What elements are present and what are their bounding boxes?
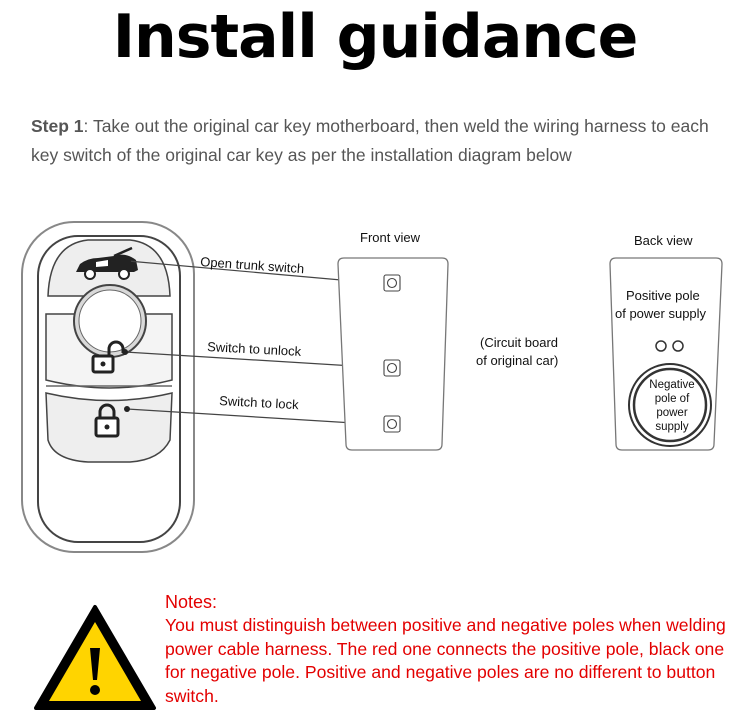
label-lock: Switch to lock [218,393,300,413]
label-back-view: Back view [634,233,693,248]
label-negative-3: power [656,407,688,419]
label-circuit-board-1: (Circuit board [480,335,559,350]
step-label: Step 1 [31,116,84,136]
label-negative-1: Negative [649,379,695,391]
unlock-connector-dot [122,349,128,355]
front-switch-pad-3 [384,416,400,432]
page-title: Install guidance [112,2,638,72]
label-open-trunk: Open trunk switch [199,254,305,277]
lock-connector-dot [124,406,130,412]
notes-body: You must distinguish between positive and negative poles when welding power cable harness. The red one connects the positive pole, black one for negative pole. Positive and negative poles are no different to button switch. [165,615,726,706]
front-switch-pad-1 [384,275,400,291]
label-negative-2: pole of [654,393,690,405]
key-fob-logo-circle [79,290,141,352]
label-front-view: Front view [360,230,420,245]
label-negative-4: supply [655,421,689,433]
label-positive-1: Positive pole [626,288,700,303]
installation-diagram [0,200,750,560]
trunk-connector-dot [125,258,131,264]
notes-title: Notes: [165,592,218,612]
label-circuit-board-2: of original car) [476,353,559,368]
front-switch-pad-2 [384,360,400,376]
step-text: : Take out the original car key motherboard, then weld the wiring harness to each key switch of the original car key as per the installation diagram below [31,116,709,165]
step-instruction [31,112,731,170]
label-positive-2: of power supply [615,306,707,321]
label-unlock: Switch to unlock [206,339,302,359]
warning-triangle-icon [33,604,157,712]
